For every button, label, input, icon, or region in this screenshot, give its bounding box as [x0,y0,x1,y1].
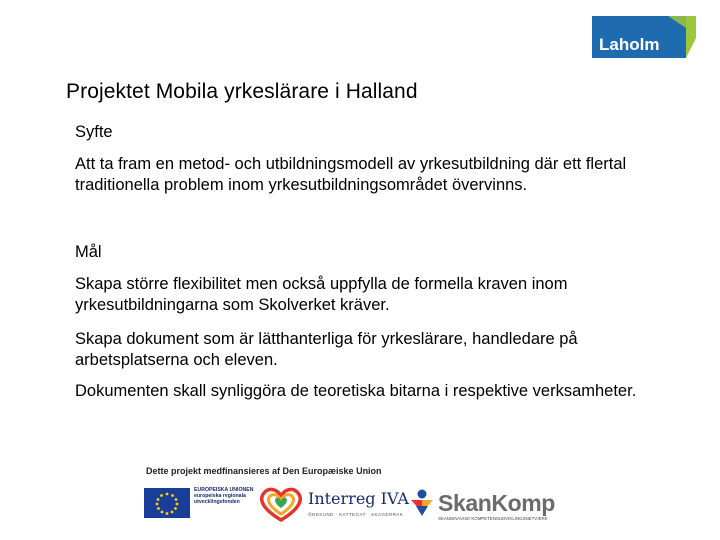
goal-heading: Mål [75,243,102,261]
laholm-logo [590,14,696,60]
page-title: Projektet Mobila yrkeslärare i Halland [66,80,418,103]
skankomp-tagline: SKANDINAVISK KOMPETENSUDVIKLINGSNETVÆRK [438,516,548,521]
eu-fund-text: EUROPEISKA UNIONEN europeiska regionala utvecklingsfonden [194,487,254,506]
purpose-heading: Syfte [75,123,113,141]
interreg-name: Interreg IVA [308,489,409,508]
goal-item-3: Dokumenten skall synliggöra de teoretiska bitarna i respektive verksamheter. [75,382,637,400]
interreg-tagline: ÖRESUND · KATTEGAT · SKAGERRAK [308,512,404,517]
skankomp-name: SkanKomp [438,490,555,516]
goal-item-1: Skapa större flexibilitet men också uppfylla de formella kraven inom yrkesutbildningarna som Skolverket kräver. [75,275,568,314]
skankomp-mark-icon [408,488,436,518]
goal-item-2: Skapa dokument som är lätthanterliga för yrkeslärare, handledare på arbetsplatserna och eleven. [75,330,578,369]
eu-flag-icon [144,488,190,518]
laholm-logo-text: Laholm [599,35,660,54]
funding-footer [140,466,580,530]
funding-caption: Dette projekt medfinansieres af Den Europæiske Union [146,466,382,476]
purpose-text: Att ta fram en metod- och utbildningsmodell av yrkesutbildning där ett flertal traditionella problem inom yrkesutbildningsområdet övervinns. [75,155,627,194]
interreg-heart-icon [256,484,306,524]
